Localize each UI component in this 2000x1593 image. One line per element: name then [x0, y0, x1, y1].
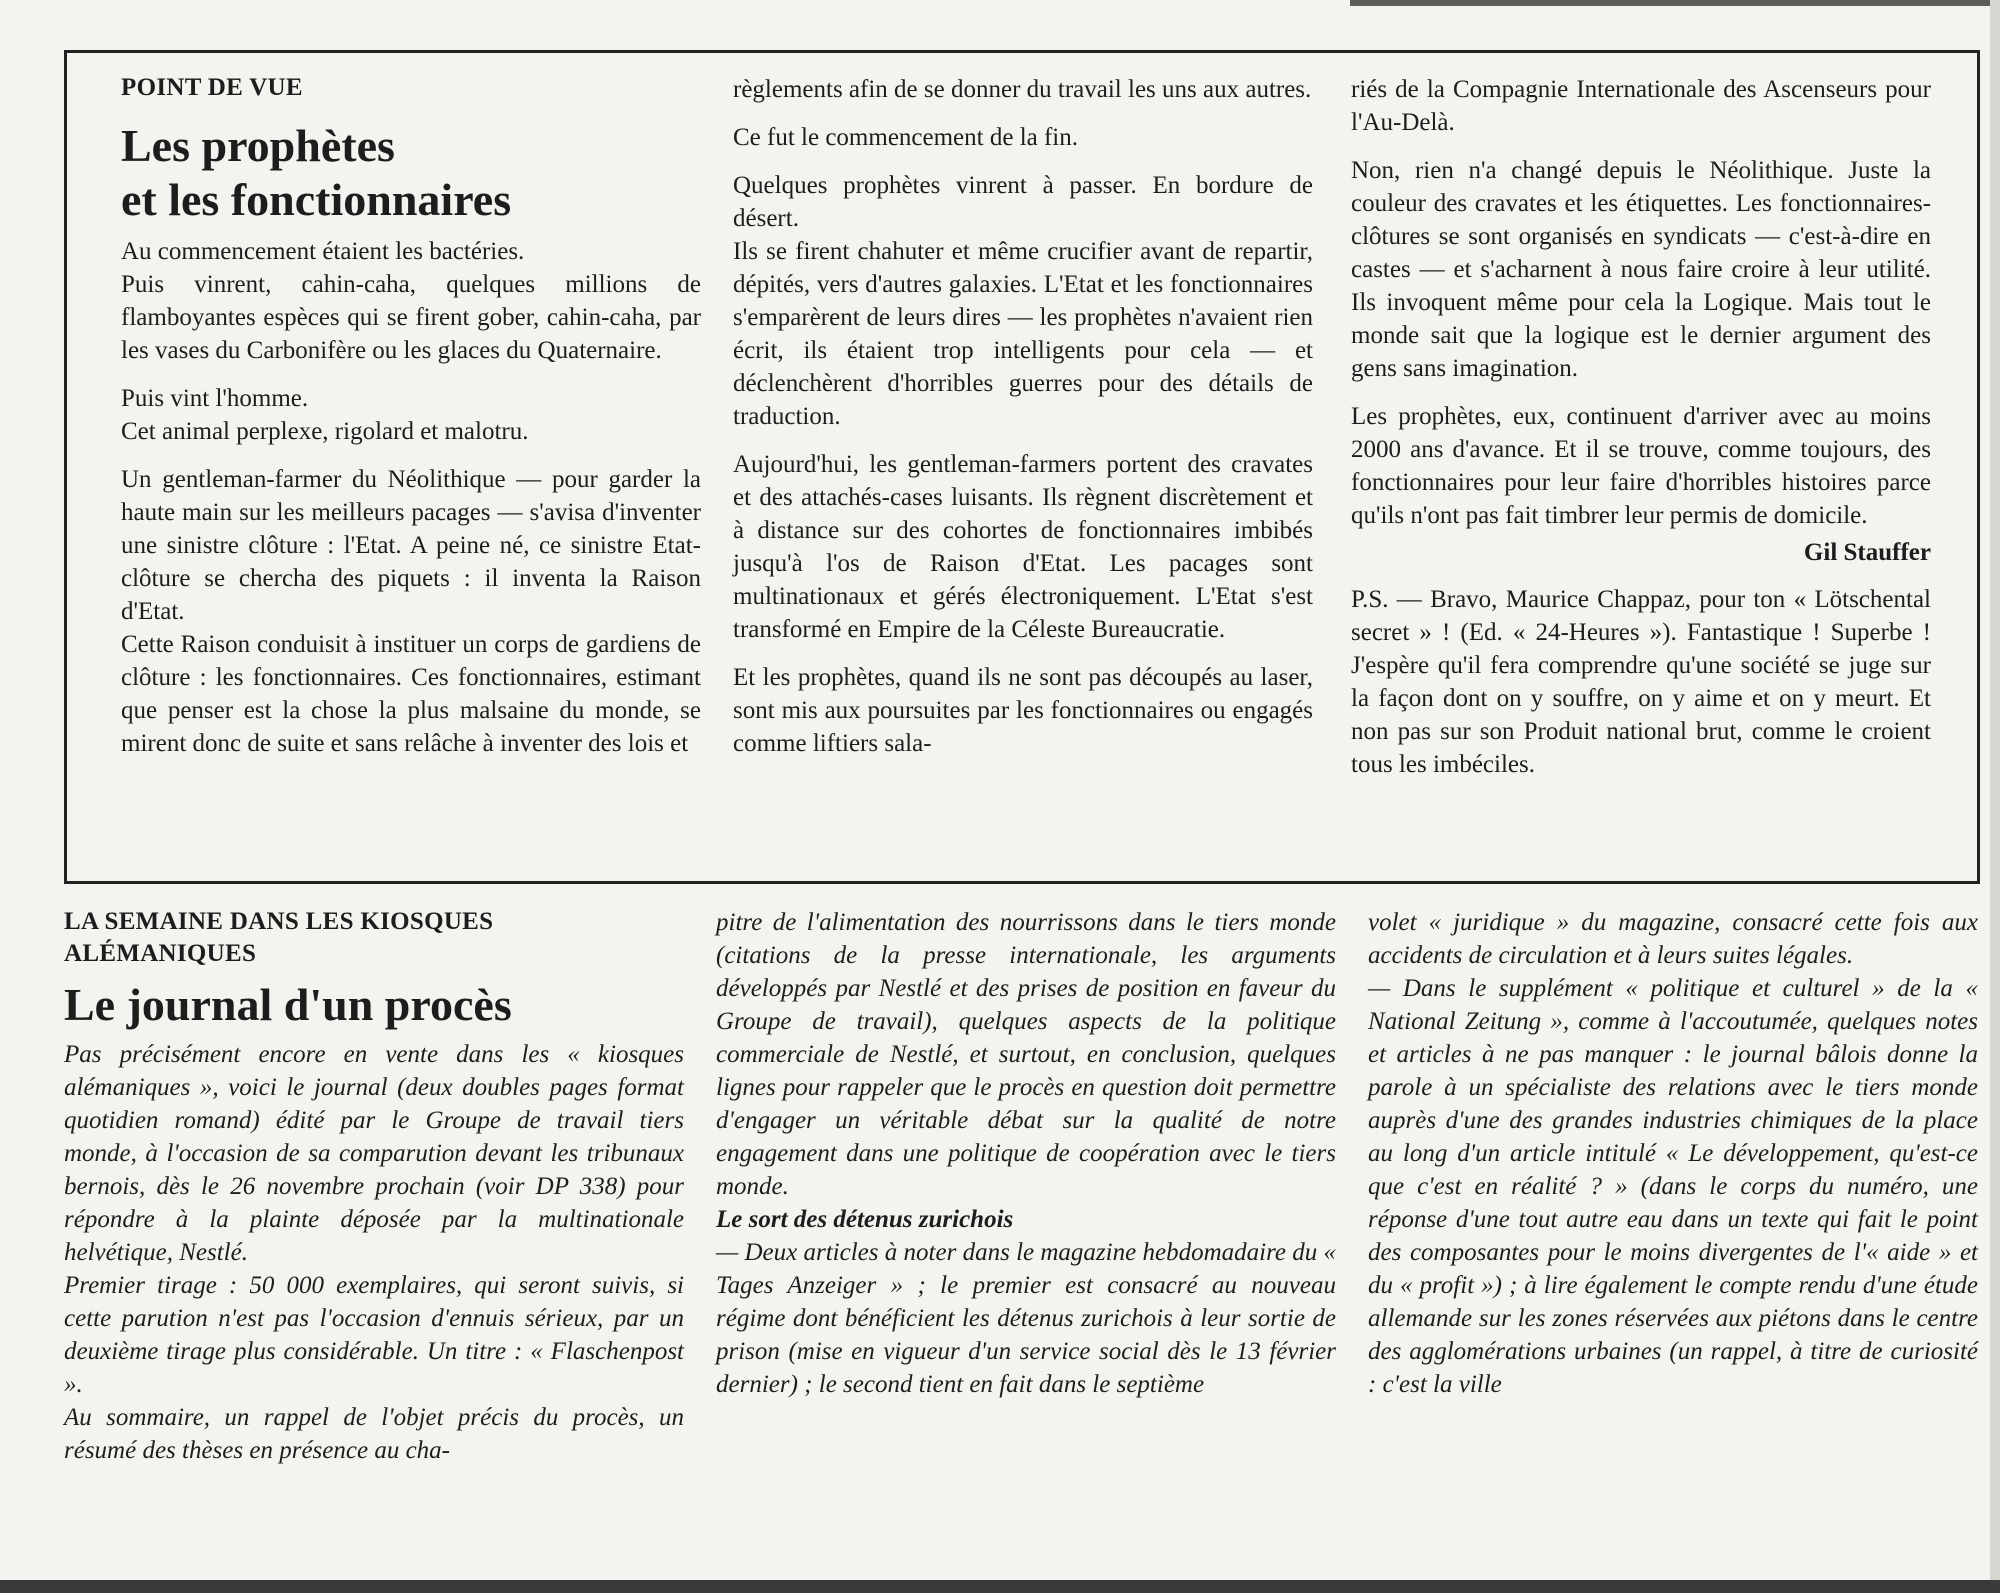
pdv-paragraph: Et les prophètes, quand ils ne sont pas découpés au laser, sont mis aux poursuites par les fonctionnaires ou engagés comme liftiers sala- — [733, 664, 1313, 757]
pdv-paragraph: riés de la Compagnie Internationale des Ascenseurs pour l'Au-Delà. — [1351, 76, 1931, 136]
pdv-paragraph: Puis vinrent, cahin-caha, quelques millions de flamboyantes espèces qui se firent gober, cahin-caha, par les vases du Carbonifère ou les glaces du Quaternaire. — [121, 271, 701, 364]
pdv-headline-line-1: Les prophètes — [121, 120, 395, 171]
pdv-signature: Gil Stauffer — [1803, 539, 1931, 566]
semaine-subhead: Le sort des détenus zurichois — [716, 1206, 1014, 1233]
semaine-paragraph: — Dans le supplément « politique et culturel » de la « National Zeitung », comme à l'accoutumée, quelques notes et articles à ne pas manquer : le journal bâlois donne la parole à un spécialiste des relations avec le tiers monde auprès d'une des grandes industries chimiques de la place au long d'un article intitulé « Le développement, qu'est-ce que c'est en réalité ? » (dans le corps du numéro, une réponse d'une tout autre eau dans un texte qui fait le point des composantes pour le moins divergentes de l'« aide » et du « profit ») ; à lire également le compte rendu d'une étude allemande sur les zones réservées aux piétons dans le centre des agglomérations urbaines (un rappel, à titre de curiosité : c'est la ville — [1368, 975, 1978, 1398]
semaine-paragraph: volet « juridique » du magazine, consacré cette fois aux accidents de circulation et à leurs suites légales. — [1368, 909, 1978, 969]
pdv-paragraph: Au commencement étaient les bactéries. — [121, 238, 525, 265]
semaine-paragraph: — Deux articles à noter dans le magazine hebdomadaire du « Tages Anzeiger » ; le premier est consacré au nouveau régime dont bénéficient les détenus zurichois à leur sortie de prison (mise en vigueur d'un service social dès le 13 février dernier) ; le second tient en fait dans le septième — [716, 1239, 1336, 1398]
pdv-paragraph: Cet animal perplexe, rigolard et malotru. — [121, 418, 529, 445]
pdv-paragraph: Non, rien n'a changé depuis le Néolithique. Juste la couleur des cravates et les étiquettes. Les fonctionnaires-clôtures se sont organisés en syndicats — c'est-à-dire en castes — et s'acharnent à nous faire croire à leur utilité. Ils invoquent même pour cela la Logique. Mais tout le monde sait que la logique est le dernier argument des gens sans imagination. — [1351, 157, 1931, 382]
pdv-postscript: P.S. — Bravo, Maurice Chappaz, pour ton « Lötschental secret » ! (Ed. « 24-Heures »). Fantastique ! Superbe ! J'espère qu'il fera comprendre qu'une société se juge sur la façon dont on y souffre, on y aime et on y meurt. Et non pas sur son Produit national brut, comme le croient tous les imbéciles. — [1351, 586, 1931, 778]
scan-edge-bottom — [0, 1580, 2000, 1593]
pdv-paragraph: Ce fut le commencement de la fin. — [733, 124, 1079, 151]
pdv-paragraph: règlements afin de se donner du travail les uns aux autres. — [733, 76, 1312, 103]
pdv-headline — [121, 119, 701, 227]
scan-edge-top — [1350, 0, 2000, 6]
semaine-kicker-line-1: LA SEMAINE DANS LES KIOSQUES — [64, 908, 494, 935]
semaine-body-3 — [1368, 906, 1978, 1401]
semaine-column-2 — [716, 906, 1336, 1401]
semaine-paragraph-continued: pitre de l'alimentation des nourrissons dans le tiers monde (citations de la presse internationale, les arguments développés par Nestlé et des prises de position en faveur du Groupe de travail), quelques aspects de la politique commerciale de Nestlé, et surtout, en conclusion, quelques lignes pour rappeler que le procès en question doit permettre d'engager un véritable débat sur la qualité de notre engagement dans une politique de coopération avec le tiers monde. — [716, 909, 1336, 1200]
scan-edge-right — [1990, 0, 2000, 1593]
semaine-body-2 — [716, 906, 1336, 1401]
pdv-paragraph: Aujourd'hui, les gentleman-farmers portent des cravates et des attachés-cases luisants. Ils règnent discrètement et à distance sur des cohortes de fonctionnaires imbibés jusqu'à l'os de Raison d'Etat. Les pacages sont multinationaux et gérés électroniquement. L'Etat s'est transformé en Empire de la Céleste Bureaucratie. — [733, 451, 1313, 643]
semaine-body-1 — [64, 1038, 684, 1467]
pdv-paragraph: Les prophètes, eux, continuent d'arriver avec au moins 2000 ans d'avance. Et il se trouve, comme toujours, des fonctionnaires pour leur faire d'horribles histoires parce qu'ils n'ont pas fait timbrer leur permis de domicile. — [1351, 403, 1931, 529]
pdv-paragraph: Cette Raison conduisit à instituer un corps de gardiens de clôture : les fonctionnaires. Ces fonctionnaires, estimant que penser est la chose la plus malsaine du monde, se mirent donc de suite et sans relâche à inventer des lois et — [121, 631, 701, 757]
semaine-column-3 — [1368, 906, 1978, 1401]
semaine-column-1 — [64, 906, 684, 1467]
pdv-headline-line-2: et les fonctionnaires — [121, 174, 512, 225]
pdv-paragraph: Quelques prophètes vinrent à passer. En bordure de désert. — [733, 172, 1313, 232]
semaine-headline: Le journal d'un procès — [64, 979, 512, 1030]
pdv-paragraph: Ils se firent chahuter et même crucifier avant de repartir, dépités, vers d'autres galaxies. L'Etat et les fonctionnaires s'emparèrent de leurs dires — les prophètes n'avaient rien écrit, ils étaient trop intelligents pour cela — et déclenchèrent d'horribles guerres pour des détails de traduction. — [733, 238, 1313, 430]
pdv-paragraph: Puis vint l'homme. — [121, 385, 309, 412]
point-de-vue-box — [64, 50, 1980, 884]
pdv-column-3 — [1351, 73, 1931, 796]
pdv-paragraph: Un gentleman-farmer du Néolithique — pour garder la haute main sur les meilleurs pacages — s'avisa d'inventer une sinistre clôture : l'Etat. A peine né, ce sinistre Etat-clôture se chercha des piquets : il inventa la Raison d'Etat. — [121, 466, 701, 625]
semaine-paragraph: Premier tirage : 50 000 exemplaires, qui seront suivis, si cette parution n'est pas l'occasion d'ennuis sérieux, par un deuxième tirage plus considérable. Un titre : « Flaschenpost ». — [64, 1272, 684, 1398]
pdv-column-1 — [121, 71, 701, 775]
semaine-kicker-line-2: ALÉMANIQUES — [64, 940, 257, 967]
semaine-paragraph: Pas précisément encore en vente dans les « kiosques alémaniques », voici le journal (deux doubles pages format quotidien romand) édité par le Groupe de travail tiers monde, à l'occasion de sa comparution devant les tribunaux bernois, dès le 26 novembre prochain (voir DP 338) pour répondre à la plainte déposée par la multinationale helvétique, Nestlé. — [64, 1041, 684, 1266]
semaine-paragraph: Au sommaire, un rappel de l'objet précis du procès, un résumé des thèses en présence au cha- — [64, 1404, 684, 1464]
pdv-column-2 — [733, 73, 1313, 775]
pdv-kicker: POINT DE VUE — [121, 74, 303, 101]
